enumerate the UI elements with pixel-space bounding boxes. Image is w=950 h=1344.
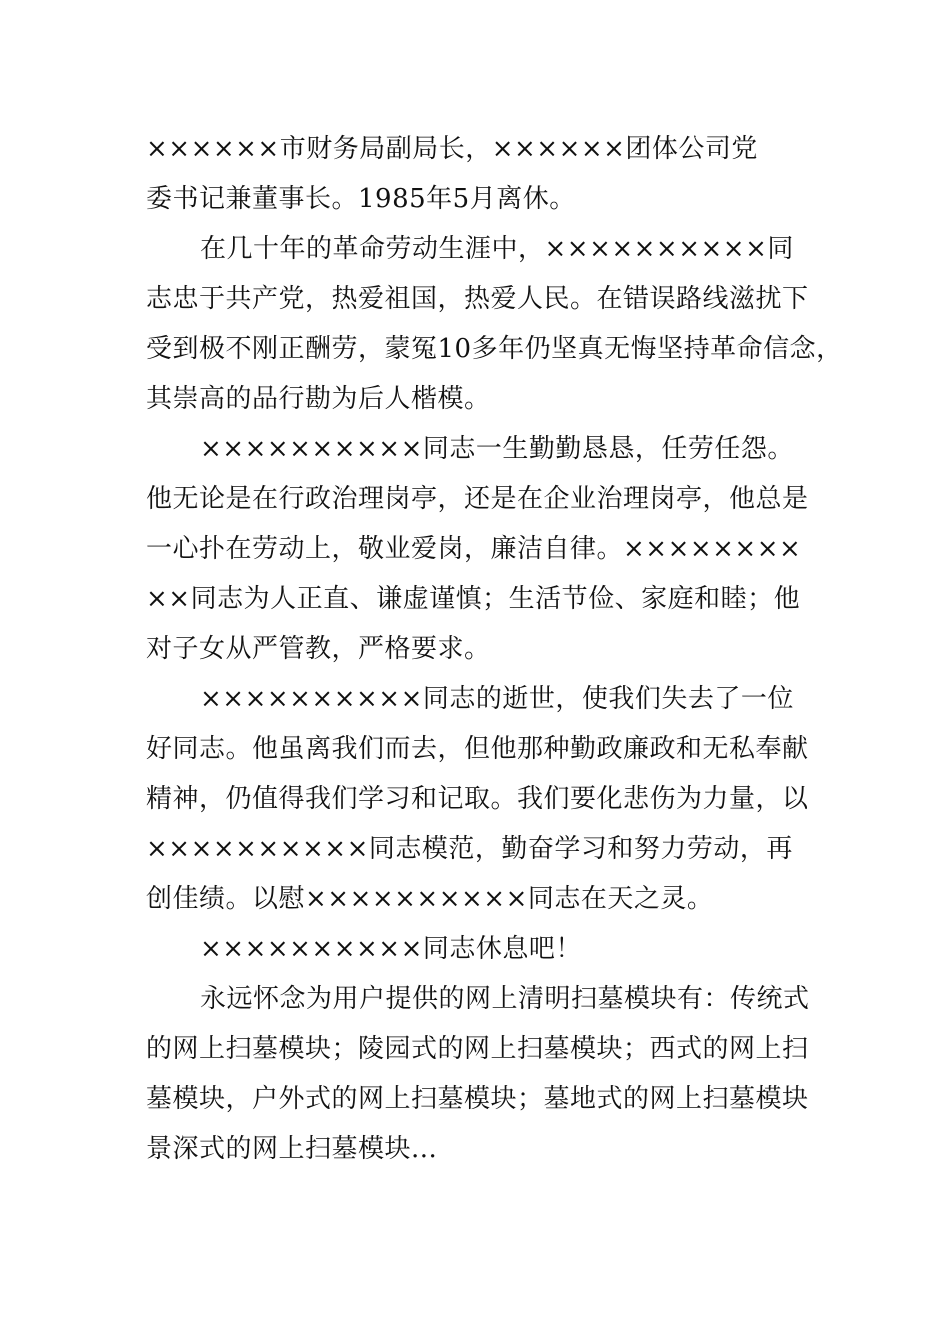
text-line: 他无论是在行政治理岗亭，还是在企业治理岗亭，他总是 xyxy=(146,484,809,514)
text-line: ××××××××××同志休息吧！ xyxy=(200,934,582,964)
text-line: 一心扑在劳动上，敬业爱岗，廉洁自律。×××××××× xyxy=(146,534,802,564)
text-line: ××××××市财务局副局长，××××××团体公司党 xyxy=(146,134,758,164)
text-line: ××同志为人正直、谦虚谨慎；生活节俭、家庭和睦；他 xyxy=(146,584,801,614)
text-line: 的网上扫墓模块；陵园式的网上扫墓模块；西式的网上扫 xyxy=(146,1034,809,1064)
text-line: 景深式的网上扫墓模块... xyxy=(146,1134,438,1164)
text-line: 好同志。他虽离我们而去，但他那种勤政廉政和无私奉献 xyxy=(146,734,809,764)
text-line: 在几十年的革命劳动生涯中，××××××××××同 xyxy=(200,234,794,264)
text-line: ××××××××××同志模范，勤奋学习和努力劳动，再 xyxy=(146,834,793,864)
text-line: 永远怀念为用户提供的网上清明扫墓模块有：传统式 xyxy=(200,984,810,1014)
text-line: 创佳绩。以慰××××××××××同志在天之灵。 xyxy=(146,884,714,914)
text-line: 委书记兼董事长。1985年5月离休。 xyxy=(146,184,576,214)
text-line: 对子女从严管教，严格要求。 xyxy=(146,634,491,664)
text-line: ××××××××××同志一生勤勤恳恳，任劳任怨。 xyxy=(200,434,794,464)
text-line: 其崇高的品行勘为后人楷模。 xyxy=(146,384,491,414)
text-line: ××××××××××同志的逝世，使我们失去了一位 xyxy=(200,684,794,714)
text-line: 墓模块，户外式的网上扫墓模块；墓地式的网上扫墓模块 xyxy=(146,1084,809,1114)
text-line: 精神，仍值得我们学习和记取。我们要化悲伤为力量，以 xyxy=(146,784,809,814)
text-line: 志忠于共产党，热爱祖国，热爱人民。在错误路线滋扰下 xyxy=(146,284,809,314)
text-line: 受到极不刚正酬劳，蒙冤10多年仍坚真无悔坚持革命信念， xyxy=(146,334,843,364)
document-body xyxy=(146,124,843,1174)
